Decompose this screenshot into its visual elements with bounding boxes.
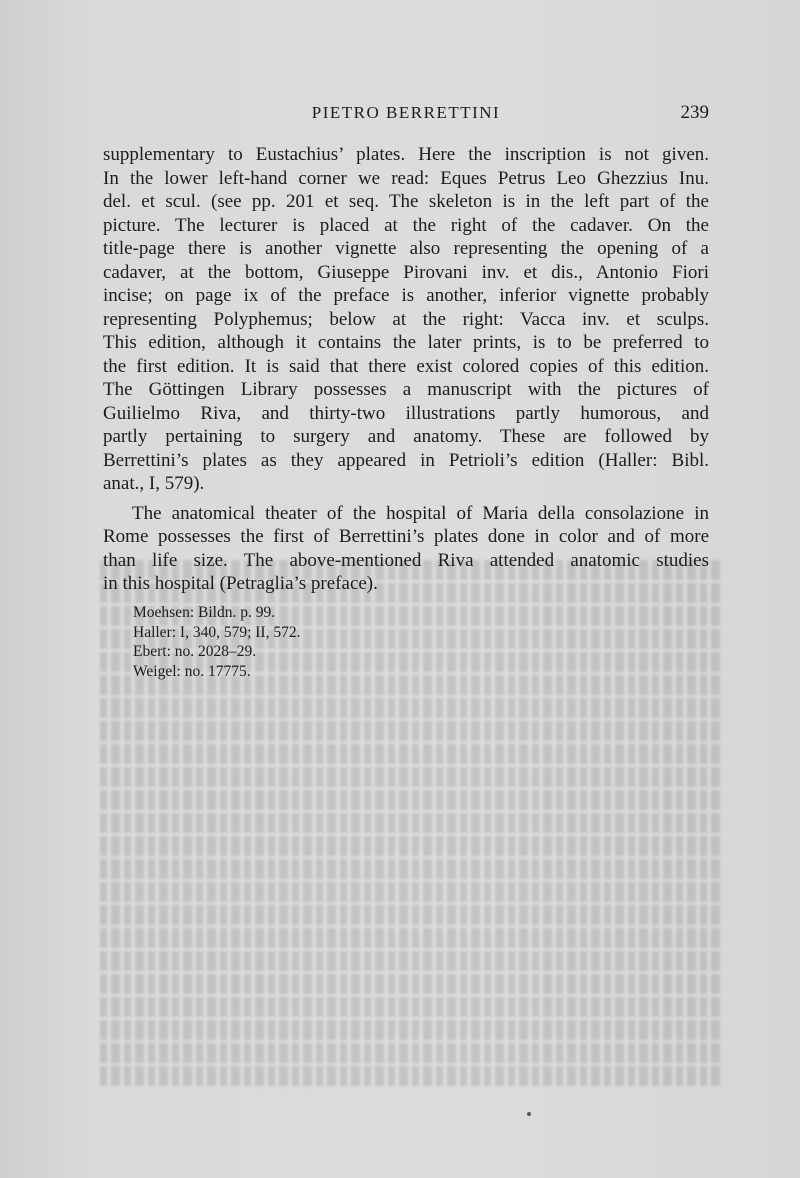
reference-item: Moehsen: Bildn. p. 99. [133, 604, 276, 621]
text-line: supplementary to Eustachius’ plates. Here the inscription is not given. [103, 144, 709, 165]
text-line: Guilielmo Riva, and thirty-two illustrations partly humorous, and [103, 402, 709, 424]
text-line: The Göttingen Library possesses a manuscript with the pictures of [103, 379, 709, 400]
references-list [133, 603, 300, 681]
text-line: incise; on page ix of the preface is another, inferior vignette probably [103, 285, 709, 306]
page-number: 239 [680, 102, 709, 123]
text-line: Rome possesses the first of Berrettini’s plates done in color and of more [103, 526, 709, 547]
reference-item: Haller: I, 340, 579; II, 572. [133, 623, 301, 641]
text-line: the first edition. It is said that there exist colored copies of this edition. [103, 355, 709, 377]
text-line: in this hospital (Petraglia’s preface). [103, 573, 378, 594]
text-line: Berrettini’s plates as they appeared in Petrioli’s edition (Haller: Bibl. [103, 449, 709, 471]
text-line: than life size. The above-mentioned Riva attended anatomic studies [103, 549, 709, 571]
text-line: In the lower left-hand corner we read: Eques Petrus Leo Ghezzius Inu. [103, 167, 709, 189]
text-line: The anatomical theater of the hospital of Maria della consolazione in [132, 502, 709, 524]
text-line: representing Polyphemus; below at the right: Vacca inv. et sculps. [103, 308, 709, 330]
text-line: del. et scul. (see pp. 201 et seq. The skeleton is in the left part of the [103, 191, 709, 212]
running-head [103, 100, 709, 126]
running-title: PIETRO BERRETTINI [311, 103, 501, 122]
text-line: anat., I, 579). [103, 473, 205, 494]
reference-item: Weigel: no. 17775. [133, 662, 251, 680]
text-line: cadaver, at the bottom, Giuseppe Pirovani inv. et dis., Antonio Fiori [103, 261, 709, 283]
text-line: This edition, although it contains the later prints, is to be preferred to [103, 332, 709, 353]
ink-speck [527, 1112, 531, 1116]
text-line: picture. The lecturer is placed at the right of the cadaver. On the [103, 214, 709, 236]
paragraph-2 [103, 502, 709, 596]
body-text [103, 143, 709, 596]
paragraph-1 [103, 143, 709, 496]
text-line: partly pertaining to surgery and anatomy. These are followed by [103, 426, 709, 447]
text-line: title-page there is another vignette also representing the opening of a [103, 238, 709, 259]
reference-item: Ebert: no. 2028–29. [133, 643, 257, 660]
